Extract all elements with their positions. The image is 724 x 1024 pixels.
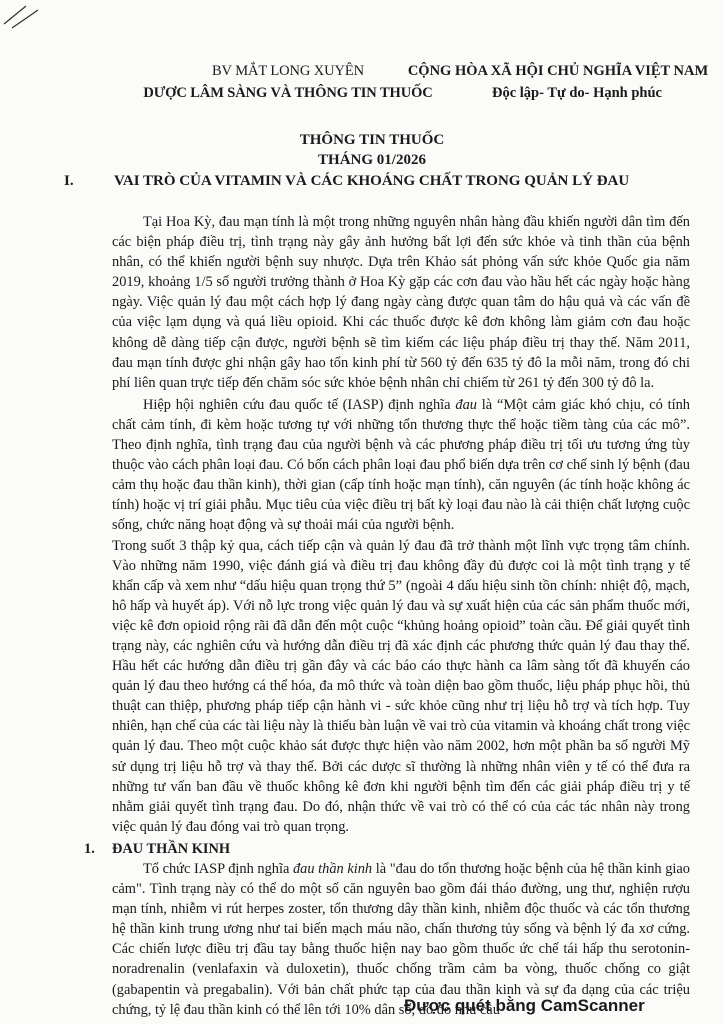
document-title: THÔNG TIN THUỐC [299,132,445,148]
term-dau: đau [455,396,477,413]
subsection-number: 1. [84,840,95,857]
pen-mark [2,2,42,32]
hospital-header [136,60,440,104]
term-dau-than-kinh: đau thần kinh [292,861,373,877]
subsection-title: ĐAU THẦN KINH [112,840,231,857]
paragraph-4: Tổ chức IASP định nghĩa đau thần kinh là "đau do tổn thương hoặc bệnh của hệ thần kinh giao cảm". Tình trạng này có thể do một số căn nguyên bao gồm đái tháo đường, ung thư, nghiện rượu mạn tính, nhiễm vi rút herpes zoster, tổn thương dây thần kinh, nhiễm độc thuốc và các tổn thương hệ thần kinh trung ương như tai biến mạch máu não, chấn thương tủy sống và bệnh lý đa xơ cứng. Các chiến lược điều trị đầu tay bằng thuốc hiện nay bao gồm thuốc ức chế tái hấp thu serotonin-noradrenalin (venlafaxin và duloxetin), thuốc chống trầm cảm ba vòng, thuốc chống co giật (gabapentin và pregabalin). Với bản chất phức tạp của đau thần kinh và sự đa dạng của các triệu chứng, tỷ lệ đau thần kinh có thể lên tới 10% dân số, do đó nhu cầu [112,861,690,1018]
document-body [84,212,690,1020]
document-month: THÁNG 01/2026 [318,152,426,168]
paragraph-1: Tại Hoa Kỳ, đau mạn tính là một trong những nguyên nhân hàng đầu khiến người dân tìm đến các biện pháp điều trị, tình trạng này gây ảnh hưởng bất lợi đến sức khỏe và tinh thần của bệnh nhân, có thể khiến người bệnh suy nhược. Dựa trên Khảo sát phỏng vấn sức khỏe Quốc gia năm 2019, khoảng 1/5 số người trưởng thành ở Hoa Kỳ gặp các cơn đau vào hầu hết các ngày hoặc hàng ngày. Việc quản lý đau một cách hợp lý đang ngày càng được quan tâm do hậu quả và các vấn đề của việc lạm dụng và quá liều opioid. Khi các thuốc được kê đơn không làm giảm cơn đau hoặc không dễ dàng tiếp cận được, người bệnh sẽ tìm kiếm các liệu pháp điều trị thay thế. Năm 2011, đau mạn tính được ghi nhận gây hao tổn kinh phí từ 560 tỷ đến 635 tỷ đô la mỗi năm, trong đó chi phí liên quan trực tiếp đến chăm sóc sức khỏe bệnh nhân chỉ chiếm từ 261 tỷ đến 300 tỷ đô la. [112,214,690,391]
section-number: I. [64,173,74,189]
department-name: DƯỢC LÂM SÀNG VÀ THÔNG TIN THUỐC [143,85,433,101]
camscanner-watermark: Được quét bằng CamScanner [404,996,645,1015]
country-name: CỘNG HÒA XÃ HỘI CHỦ NGHĨA VIỆT NAM [407,63,709,79]
national-header [398,60,718,104]
hospital-name: BV MẮT LONG XUYÊN [211,63,365,79]
section-title: VAI TRÒ CỦA VITAMIN VÀ CÁC KHOÁNG CHẤT TRONG QUẢN LÝ ĐAU [114,173,630,189]
paragraph-3: Trong suốt 3 thập kỷ qua, cách tiếp cận và quản lý đau đã trở thành một lĩnh vực trọng tâm chính. Vào những năm 1990, việc đánh giá và điều trị đau không đầy đủ được coi là một tình trạng y tế khẩn cấp và xem như “dấu hiệu quan trọng thứ 5” (ngoài 4 dấu hiệu sinh tồn chính: nhiệt độ, mạch, hô hấp và huyết áp). Với nỗ lực trong việc quản lý đau và sự xuất hiện của các sản phẩm thuốc mới, việc kê đơn opioid rộng rãi đã dẫn đến một cuộc “khủng hoảng opioid” toàn cầu. Để giải quyết tình trạng này, các nghiên cứu và hướng dẫn điều trị đã xác định các phương thức quản lý đau thay thế. Hầu hết các hướng dẫn điều trị gần đây và các báo cáo thực hành ca lâm sàng tốt đã khuyến cáo quản lý đau theo hướng cá thể hóa, đa mô thức và toàn diện bao gồm thuốc, liệu pháp phục hồi, thủ thuật can thiệp, phương pháp tiếp cận hành vi - sức khỏe cũng như trị liệu hỗ trợ và tích hợp. Tuy nhiên, hạn chế của các tài liệu này là thiếu bàn luận về vai trò của vitamin và khoáng chất trong việc quản lý đau. Theo một cuộc khảo sát được thực hiện vào năm 2002, hơn một phần ba số người Mỹ sử dụng trị liệu hỗ trợ và thay thế. Bởi các dược sĩ thường là những nhân viên y tế có thể đưa ra những tư vấn ban đầu về thuốc không kê đơn khi người bệnh tìm đến các giải pháp điều trị y tế nhằm giải quyết tình trạng đau. Do đó, nhận thức về vai trò có thể có của các tác nhân này trong việc quản lý đau đóng vai trò quan trọng. [112,537,690,835]
subsection-heading [84,839,690,859]
paragraph-2: Hiệp hội nghiên cứu đau quốc tế (IASP) định nghĩa đau là “Một cảm giác khó chịu, có tính chất cảm tính, đi kèm hoặc tương tự với những tổn thương thực thể hoặc tiềm tàng của các mô”. Theo định nghĩa, tình trạng đau của người bệnh và các phương pháp điều trị tối ưu tương ứng tùy thuộc vào cách phân loại đau. Có bốn cách phân loại đau phổ biến dựa trên cơ chế sinh lý bệnh (đau cảm thụ hoặc đau thần kinh), thời gian (cấp tính hoặc mạn tính), căn nguyên (ác tính hoặc không ác tính) hoặc vị trí giải phẫu. Mục tiêu của việc điều trị bất kỳ loại đau nào là cải thiện chất lượng cuộc sống, chức năng hoạt động và sự thoải mái của người bệnh. [112,396,690,534]
national-motto: Độc lập- Tự do- Hạnh phúc [492,85,662,101]
